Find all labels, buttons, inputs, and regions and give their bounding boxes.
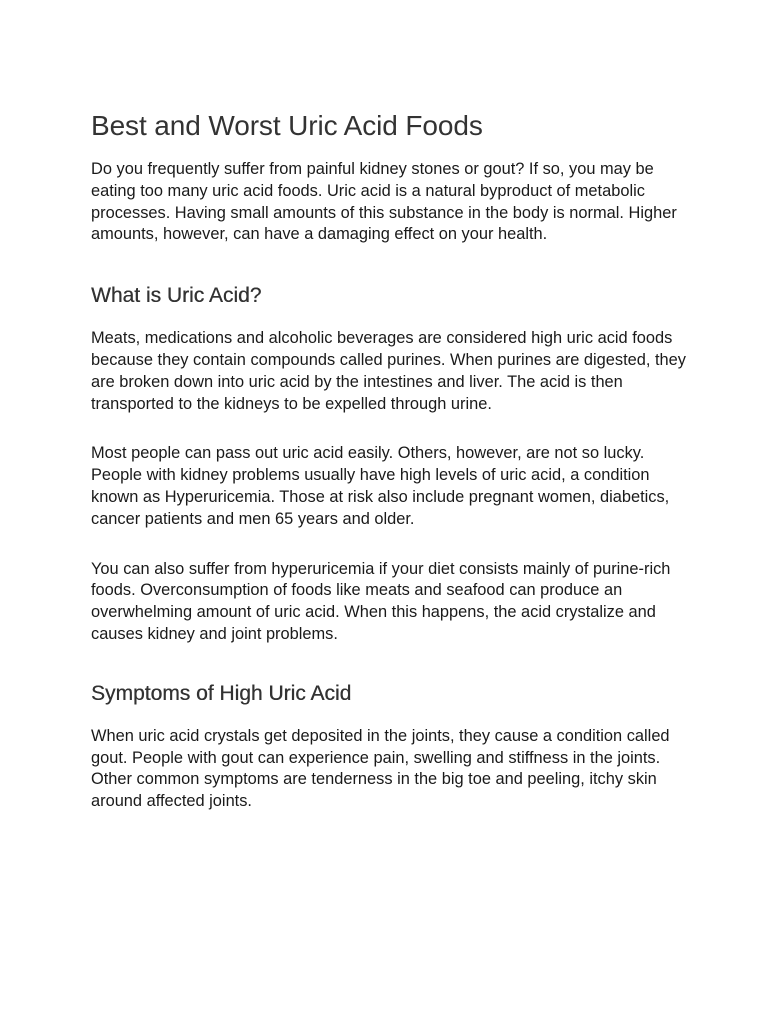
paragraph-purines: Meats, medications and alcoholic beverages are considered high uric acid foods because they contain compounds called purines. When purines are digested, they are broken down into uric acid by the intestines and liver. The acid is then transported to the kidneys to be expelled through urine. bbox=[91, 329, 686, 413]
section-heading-what-is-uric-acid: What is Uric Acid? bbox=[91, 284, 262, 308]
document-title: Best and Worst Uric Acid Foods bbox=[91, 110, 483, 141]
document-page bbox=[91, 108, 691, 813]
section-heading-symptoms: Symptoms of High Uric Acid bbox=[91, 681, 352, 705]
intro-paragraph: Do you frequently suffer from painful kidney stones or gout? If so, you may be eating too many uric acid foods. Uric acid is a natural byproduct of metabolic processes. Having small amounts of this substance in the body is normal. Higher amounts, however, can have a damaging effect on your health. bbox=[91, 160, 677, 244]
paragraph-purine-rich-diet: You can also suffer from hyperuricemia if your diet consists mainly of purine-rich foods. Overconsumption of foods like meats and seafood can produce an overwhelming amount of uric acid. When this happens, the acid crystalize and causes kidney and joint problems. bbox=[91, 559, 671, 643]
paragraph-gout-symptoms: When uric acid crystals get deposited in the joints, they cause a condition called gout. People with gout can experience pain, swelling and stiffness in the joints. Other common symptoms are tenderness in the big toe and peeling, itchy skin around affected joints. bbox=[91, 726, 670, 811]
paragraph-hyperuricemia-risk: Most people can pass out uric acid easily. Others, however, are not so lucky. People with kidney problems usually have high levels of uric acid, a condition known as Hyperuricemia. Those at risk also include pregnant women, diabetics, cancer patients and men 65 years and older. bbox=[91, 444, 670, 528]
